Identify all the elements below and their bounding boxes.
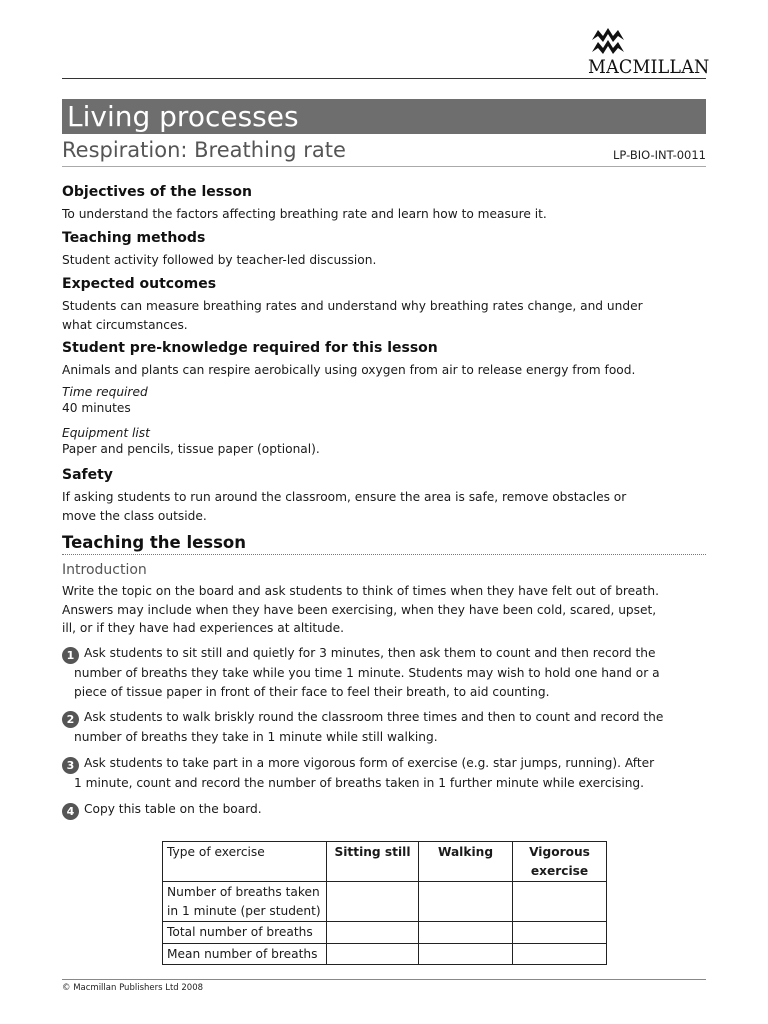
table-cell [327,943,419,965]
safety-section [62,467,708,525]
title-banner [62,99,706,134]
page-title: Living processes [67,100,299,133]
table-cell: Mean number of breaths [163,943,327,965]
table-cell [513,922,607,944]
step-4-text: Copy this table on the board. [84,802,262,816]
step-1-continuation: number of breaths they take while you time 1 minute. Students may wish to hold one hand or a piece of tissue paper in front of their face to feel their breath, to aid counting. [74,666,660,699]
table-header-row [163,842,607,882]
table-cell [419,922,513,944]
step-number-1: 1 [62,647,79,664]
teaching-heading: Teaching the lesson [62,533,247,552]
step-3-text: Ask students to take part in a more vigorous form of exercise (e.g. star jumps, running). After [84,756,655,770]
lesson-subtitle: Respiration: Breathing rate [62,138,346,162]
step-4 [62,800,708,820]
time-section [62,385,708,418]
introduction-heading: Introduction [62,562,147,578]
table-row [163,922,607,944]
time-value: 40 minutes [62,401,131,415]
preknowledge-text: Animals and plants can respire aerobically using oxygen from air to release energy from food. [62,363,636,377]
footer-divider [62,979,706,980]
table-cell: Number of breaths taken in 1 minute (per student) [163,882,327,922]
step-2-continuation: number of breaths they take in 1 minute while still walking. [74,730,438,744]
objectives-text: To understand the factors affecting breathing rate and learn how to measure it. [62,207,547,221]
table-cell [419,882,513,922]
breathing-table [162,841,607,965]
table-cell [419,943,513,965]
preknowledge-section [62,340,708,380]
table-cell [513,882,607,922]
introduction-text: Write the topic on the board and ask students to think of times when they have felt out of breath. Answers may include when they have been exercising, when they have been cold, scared, upset, ill, or if they have had experiences at altitude. [62,584,660,635]
table-header-cell: Walking [419,842,513,882]
table-cell [513,943,607,965]
equipment-section [62,426,708,459]
top-divider [62,78,706,79]
step-2-text: Ask students to walk briskly round the classroom three times and then to count and record the [84,710,664,724]
step-3-continuation: 1 minute, count and record the number of breaths taken in 1 further minute while exercising. [74,776,645,790]
methods-text: Student activity followed by teacher-led discussion. [62,253,377,267]
step-2 [62,708,708,747]
table-header-cell: Vigorous exercise [513,842,607,882]
table-row [163,882,607,922]
step-1-text: Ask students to sit still and quietly for 3 minutes, then ask them to count and then record the [84,646,656,660]
table-header-cell: Type of exercise [163,842,327,882]
safety-heading: Safety [62,467,113,483]
lesson-code: LP-BIO-INT-0011 [612,148,706,162]
table-cell [327,922,419,944]
table-header-cell: Sitting still [327,842,419,882]
step-number-2: 2 [62,711,79,728]
macmillan-logo-mark-icon [590,26,626,56]
introduction-section [62,562,708,638]
step-number-4: 4 [62,803,79,820]
teaching-divider [62,554,706,555]
table-cell: Total number of breaths [163,922,327,944]
equipment-value: Paper and pencils, tissue paper (optional). [62,442,320,456]
logo-text: MACMILLAN [588,56,710,78]
objectives-heading: Objectives of the lesson [62,184,252,200]
equipment-label: Equipment list [62,426,150,440]
objectives-section [62,184,708,224]
methods-heading: Teaching methods [62,230,206,246]
macmillan-logo [588,26,708,76]
table-cell [327,882,419,922]
preknowledge-heading: Student pre-knowledge required for this lesson [62,340,438,356]
outcomes-text: Students can measure breathing rates and understand why breathing rates change, and under what circumstances. [62,299,643,332]
step-1 [62,644,708,701]
time-label: Time required [62,385,148,399]
outcomes-section [62,276,708,334]
step-number-3: 3 [62,757,79,774]
teaching-heading-wrap [62,533,708,552]
methods-section [62,230,708,270]
outcomes-heading: Expected outcomes [62,276,217,292]
step-3 [62,754,708,793]
subtitle-divider [62,166,706,167]
table-row [163,943,607,965]
footer-copyright: © Macmillan Publishers Ltd 2008 [62,983,204,993]
safety-text: If asking students to run around the classroom, ensure the area is safe, remove obstacles or move the class outside. [62,490,627,523]
